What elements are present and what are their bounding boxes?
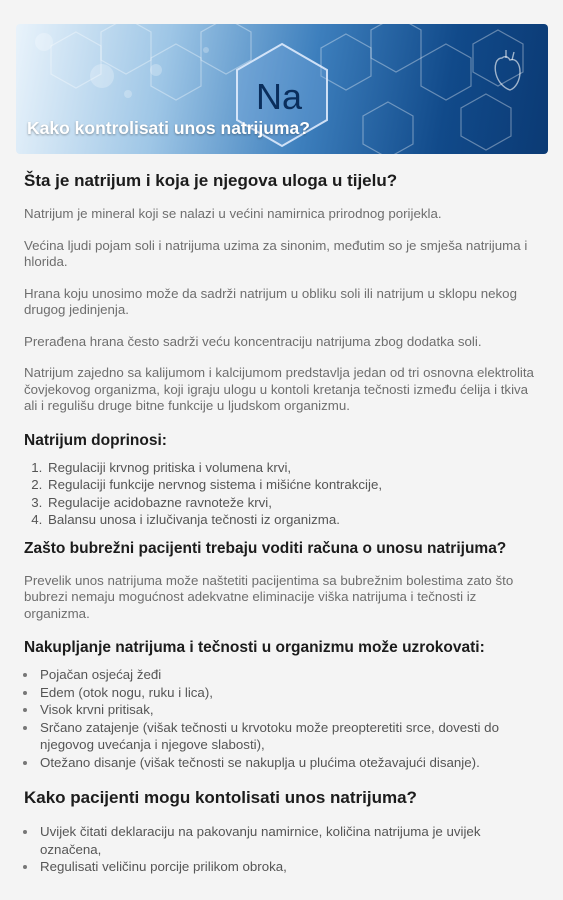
list-item: 1. Regulaciji krvnog pritiska i volumena krvi, — [46, 459, 544, 477]
section-title-contributes: Natrijum doprinosi: — [24, 431, 167, 449]
section-title-how-to-control: Kako pacijenti mogu kontolisati unos natrijuma? — [24, 788, 417, 807]
banner-title: Kako kontrolisati unos natrijuma? — [27, 118, 310, 138]
effects-list — [24, 666, 544, 771]
contrib-list — [24, 459, 544, 529]
list-item: • Visok krvni pritisak, — [38, 701, 544, 719]
list-item: • Uvijek čitati deklaraciju na pakovanju namirnice, količina natrijuma je uvijek označena, — [38, 823, 544, 858]
paragraph: Natrijum zajedno sa kalijumom i kalcijumom predstavlja jedan od tri osnovna elektrolita čovjekovog organizma, koji igraju ulogu u kontoli kretanja tečnosti između ćelija i tkiva ali i regulišu druge bitne funkcije u ljudskom organizmu. — [24, 365, 534, 413]
list-item: 2. Regulaciji funkcije nervnog sistema i mišićne kontrakcije, — [46, 476, 544, 494]
article-content — [24, 170, 544, 876]
paragraph: Prerađena hrana često sadrži veću koncentraciju natrijuma zbog dodatka soli. — [24, 333, 482, 349]
list-item: 3. Regulacije acidobazne ravnoteže krvi, — [46, 494, 544, 512]
paragraph: Natrijum je mineral koji se nalazi u većini namirnica prirodnog porijekla. — [24, 206, 442, 221]
paragraph: Hrana koju unosimo može da sadrži natrijum u obliku soli ili natrijum u sklopu nekog drugog jedinjenja. — [24, 285, 517, 317]
list-item: • Regulisati veličinu porcije prilikom obroka, — [38, 858, 544, 876]
sodium-symbol: Na — [256, 76, 303, 117]
list-item: • Edem (otok nogu, ruku i lica), — [38, 684, 544, 702]
hero-banner — [16, 24, 548, 154]
section-title-accumulation: Nakupljanje natrijuma i tečnosti u organizmu može uzrokovati: — [24, 639, 485, 656]
list-item: • Srčano zatajenje (višak tečnosti u krvotoku može preopteretiti srce, dovesti do njegovog uvećanja i njegove slabosti), — [38, 719, 544, 754]
list-item: • Pojačan osjećaj žeđi — [38, 666, 544, 684]
paragraph: Većina ljudi pojam soli i natrijuma uzima za sinonim, međutim so je smješa natrijuma i hlorida. — [24, 237, 528, 269]
paragraph: Prevelik unos natrijuma može naštetiti pacijentima sa bubrežnim bolestima zato što bubrezi nemaju mogućnost adekvatne eliminacije viška natrijuma i tečnosti iz organizma. — [24, 572, 514, 621]
list-item: • Otežano disanje (višak tečnosti se nakuplja u plućima otežavajući disanje). — [38, 754, 544, 772]
list-item: 4. Balansu unosa i izlučivanja tečnosti iz organizma. — [46, 511, 544, 529]
section-title-what-is-sodium: Šta je natrijum i koja je njegova uloga u tijelu? — [24, 171, 398, 190]
section-title-why-kidney: Zašto bubrežni pacijenti trebaju voditi računa o unosu natrijuma? — [24, 539, 507, 557]
tips-list — [24, 823, 544, 876]
